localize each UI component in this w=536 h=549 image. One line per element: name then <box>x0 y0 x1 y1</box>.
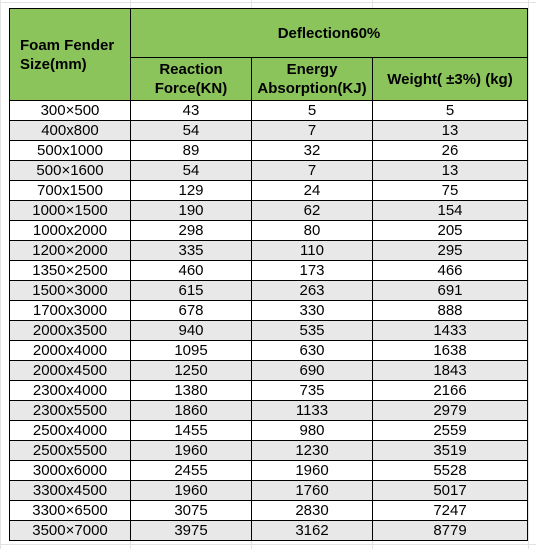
energy-absorption-cell[interactable]: 263 <box>252 281 373 301</box>
table-row <box>10 521 528 541</box>
grid-line <box>528 0 529 549</box>
energy-absorption-cell[interactable]: 110 <box>252 241 373 261</box>
table-row <box>10 361 528 381</box>
table-row <box>10 201 528 221</box>
size-cell[interactable]: 3000x6000 <box>10 461 131 481</box>
size-cell[interactable]: 2500x4000 <box>10 421 131 441</box>
reaction-force-cell[interactable]: 1095 <box>131 341 252 361</box>
energy-absorption-cell[interactable]: 1760 <box>252 481 373 501</box>
energy-absorption-cell[interactable]: 32 <box>252 141 373 161</box>
reaction-force-cell[interactable]: 54 <box>131 161 252 181</box>
table-row <box>10 321 528 341</box>
table-row <box>10 241 528 261</box>
foam-fender-spec-table <box>9 8 528 541</box>
energy-absorption-cell[interactable]: 173 <box>252 261 373 281</box>
size-cell[interactable]: 1000x2000 <box>10 221 131 241</box>
table-row <box>10 401 528 421</box>
grid-line <box>0 2 536 3</box>
weight-cell[interactable]: 1433 <box>373 321 528 341</box>
size-cell[interactable]: 400x800 <box>10 121 131 141</box>
energy-absorption-cell[interactable]: 535 <box>252 321 373 341</box>
energy-absorption-cell[interactable]: 24 <box>252 181 373 201</box>
size-cell[interactable]: 300×500 <box>10 101 131 121</box>
reaction-force-cell[interactable]: 3075 <box>131 501 252 521</box>
weight-cell[interactable]: 2559 <box>373 421 528 441</box>
table-row <box>10 221 528 241</box>
energy-absorption-cell[interactable]: 2830 <box>252 501 373 521</box>
weight-cell[interactable]: 26 <box>373 141 528 161</box>
energy-absorption-cell[interactable]: 3162 <box>252 521 373 541</box>
table-row <box>10 341 528 361</box>
table-row <box>10 141 528 161</box>
size-cell[interactable]: 2300x5500 <box>10 401 131 421</box>
reaction-force-cell[interactable]: 940 <box>131 321 252 341</box>
table-row <box>10 161 528 181</box>
table-row <box>10 261 528 281</box>
reaction-force-cell[interactable]: 3975 <box>131 521 252 541</box>
weight-cell[interactable]: 295 <box>373 241 528 261</box>
weight-cell[interactable]: 154 <box>373 201 528 221</box>
size-cell[interactable]: 1350×2500 <box>10 261 131 281</box>
table-row <box>10 121 528 141</box>
reaction-force-cell[interactable]: 460 <box>131 261 252 281</box>
energy-absorption-cell[interactable]: 1960 <box>252 461 373 481</box>
energy-absorption-cell[interactable]: 7 <box>252 121 373 141</box>
table-row <box>10 381 528 401</box>
reaction-force-cell[interactable]: 190 <box>131 201 252 221</box>
table-row <box>10 101 528 121</box>
size-cell[interactable]: 700x1500 <box>10 181 131 201</box>
reaction-force-cell[interactable]: 298 <box>131 221 252 241</box>
weight-column-header[interactable]: Weight( ±3%) (kg) <box>373 58 528 101</box>
weight-cell[interactable]: 205 <box>373 221 528 241</box>
reaction-force-column-header[interactable]: Reaction Force(KN) <box>131 58 252 101</box>
reaction-force-cell[interactable]: 615 <box>131 281 252 301</box>
weight-cell[interactable]: 3519 <box>373 441 528 461</box>
weight-cell[interactable]: 5 <box>373 101 528 121</box>
size-cell[interactable]: 500x1000 <box>10 141 131 161</box>
table-body <box>10 101 528 541</box>
weight-cell[interactable]: 75 <box>373 181 528 201</box>
reaction-force-cell[interactable]: 1250 <box>131 361 252 381</box>
size-cell[interactable]: 2500x5500 <box>10 441 131 461</box>
energy-absorption-cell[interactable]: 735 <box>252 381 373 401</box>
weight-cell[interactable]: 7247 <box>373 501 528 521</box>
weight-cell[interactable]: 1843 <box>373 361 528 381</box>
size-cell[interactable]: 1700x3000 <box>10 301 131 321</box>
size-cell[interactable]: 1200×2000 <box>10 241 131 261</box>
table-row <box>10 501 528 521</box>
energy-absorption-cell[interactable]: 7 <box>252 161 373 181</box>
table-row <box>10 421 528 441</box>
size-cell[interactable]: 2000x4500 <box>10 361 131 381</box>
reaction-force-cell[interactable]: 1860 <box>131 401 252 421</box>
reaction-force-cell[interactable]: 54 <box>131 121 252 141</box>
size-cell[interactable]: 2000x4000 <box>10 341 131 361</box>
size-cell[interactable]: 2000x3500 <box>10 321 131 341</box>
weight-cell[interactable]: 888 <box>373 301 528 321</box>
size-column-header[interactable]: Foam Fender Size(mm) <box>10 9 131 101</box>
grid-line <box>0 544 536 545</box>
size-cell[interactable]: 2300x4000 <box>10 381 131 401</box>
weight-cell[interactable]: 5017 <box>373 481 528 501</box>
weight-cell[interactable]: 466 <box>373 261 528 281</box>
reaction-force-cell[interactable]: 335 <box>131 241 252 261</box>
weight-cell[interactable]: 2979 <box>373 401 528 421</box>
energy-absorption-cell[interactable]: 1133 <box>252 401 373 421</box>
reaction-force-cell[interactable]: 129 <box>131 181 252 201</box>
reaction-force-cell[interactable]: 1960 <box>131 441 252 461</box>
energy-absorption-column-header[interactable]: Energy Absorption(KJ) <box>252 58 373 101</box>
deflection-header[interactable]: Deflection60% <box>131 9 528 58</box>
weight-cell[interactable]: 691 <box>373 281 528 301</box>
table-row <box>10 441 528 461</box>
weight-cell[interactable]: 13 <box>373 161 528 181</box>
weight-cell[interactable]: 8779 <box>373 521 528 541</box>
size-cell[interactable]: 1000×1500 <box>10 201 131 221</box>
weight-cell[interactable]: 5528 <box>373 461 528 481</box>
energy-absorption-cell[interactable]: 630 <box>252 341 373 361</box>
energy-absorption-cell[interactable]: 1230 <box>252 441 373 461</box>
reaction-force-cell[interactable]: 1960 <box>131 481 252 501</box>
table-row <box>10 281 528 301</box>
table-row <box>10 301 528 321</box>
size-cell[interactable]: 3500×7000 <box>10 521 131 541</box>
reaction-force-cell[interactable]: 1455 <box>131 421 252 441</box>
table-row <box>10 481 528 501</box>
energy-absorption-cell[interactable]: 80 <box>252 221 373 241</box>
grid-line <box>0 0 1 549</box>
reaction-force-cell[interactable]: 43 <box>131 101 252 121</box>
reaction-force-cell[interactable]: 89 <box>131 141 252 161</box>
size-cell[interactable]: 3300x4500 <box>10 481 131 501</box>
energy-absorption-cell[interactable]: 690 <box>252 361 373 381</box>
weight-cell[interactable]: 13 <box>373 121 528 141</box>
table-row <box>10 181 528 201</box>
weight-cell[interactable]: 1638 <box>373 341 528 361</box>
energy-absorption-cell[interactable]: 5 <box>252 101 373 121</box>
weight-cell[interactable]: 2166 <box>373 381 528 401</box>
energy-absorption-cell[interactable]: 980 <box>252 421 373 441</box>
size-cell[interactable]: 3300×6500 <box>10 501 131 521</box>
reaction-force-cell[interactable]: 1380 <box>131 381 252 401</box>
reaction-force-cell[interactable]: 678 <box>131 301 252 321</box>
energy-absorption-cell[interactable]: 330 <box>252 301 373 321</box>
size-cell[interactable]: 1500×3000 <box>10 281 131 301</box>
size-cell[interactable]: 500×1600 <box>10 161 131 181</box>
reaction-force-cell[interactable]: 2455 <box>131 461 252 481</box>
table-row <box>10 461 528 481</box>
energy-absorption-cell[interactable]: 62 <box>252 201 373 221</box>
